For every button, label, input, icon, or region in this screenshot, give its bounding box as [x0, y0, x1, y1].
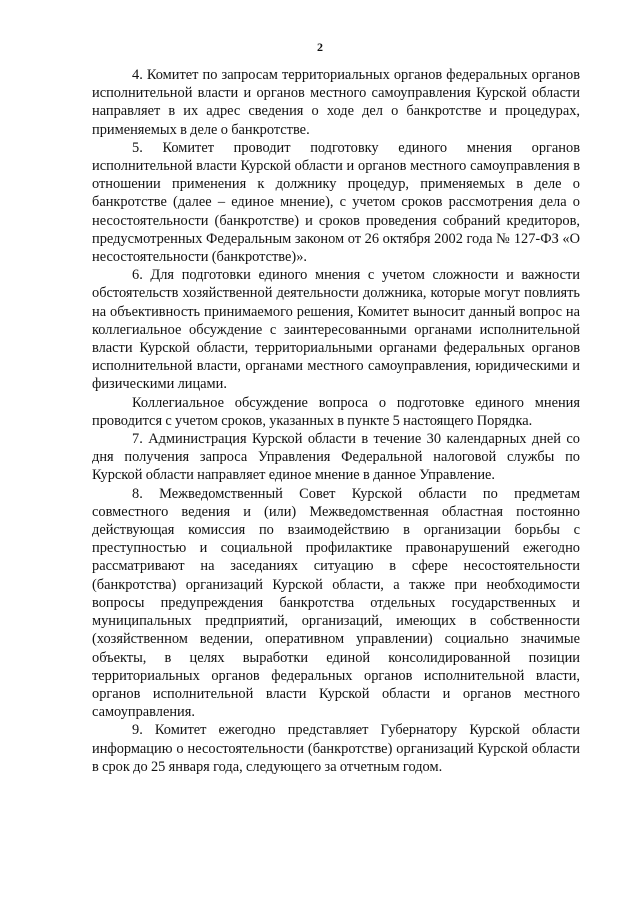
paragraph-9: 9. Комитет ежегодно представляет Губернатору Курской области информацию о несостоятельности (банкротстве) организаций Курской области в срок до 25 января года, следующего за отчетным годом. — [92, 722, 580, 775]
paragraph-8: 8. Межведомственный Совет Курской области по предметам совместного ведения и (или) Межведомственная областная постоянно действующая комиссия по взаимодействию в организации борьбы с преступностью и социальной профилактике правонарушений ежегодно рассматривают на заседаниях ситуацию в сфере несостоятельности (банкротства) организаций Курской области, а также при необходимости вопросы предупреждения банкротства отдельных государственных и муниципальных предприятий, организаций, имеющих в собственности (хозяйственном ведении, оперативном управлении) социально значимые объекты, в целях выработки единой консолидированной позиции территориальных органов федеральных органов исполнительной власти, органов исполнительной власти Курской области и органов местного самоуправления. — [92, 485, 580, 721]
page-number: 2 — [317, 40, 323, 54]
paragraph-5: 5. Комитет проводит подготовку единого мнения органов исполнительной власти Курской области и органов местного самоуправления в отношении применения к должнику процедур, применяемых в деле о банкротстве (далее – единое мнение), с учетом сроков рассмотрения дела о несостоятельности (банкротстве) и сроков проведения собраний кредиторов, предусмотренных Федеральным законом от 26 октября 2002 года № 127-ФЗ «О несостоятельности (банкротстве)». — [92, 139, 580, 266]
document-body — [92, 66, 580, 776]
paragraph-6-continuation: Коллегиальное обсуждение вопроса о подготовке единого мнения проводится с учетом сроков, указанных в пункте 5 настоящего Порядка. — [92, 394, 580, 429]
paragraph-6: 6. Для подготовки единого мнения с учетом сложности и важности обстоятельств хозяйственной деятельности должника, которые могут повлиять на объективность принимаемого решения, Комитет выносит данный вопрос на коллегиальное обсуждение с заинтересованными органами исполнительной власти Курской области, территориальными органами федеральных органов исполнительной власти, органами местного самоуправления, юридическими и физическими лицами. — [92, 267, 580, 393]
paragraph-4: 4. Комитет по запросам территориальных органов федеральных органов исполнительной власти и органов местного самоуправления Курской области направляет в их адрес сведения о ходе дел о банкротстве и процедурах, применяемых в деле о банкротстве. — [92, 67, 580, 138]
paragraph-7: 7. Администрация Курской области в течение 30 календарных дней со дня получения запроса Управления Федеральной налоговой службы по Курской области направляет единое мнение в данное Управление. — [92, 431, 580, 484]
